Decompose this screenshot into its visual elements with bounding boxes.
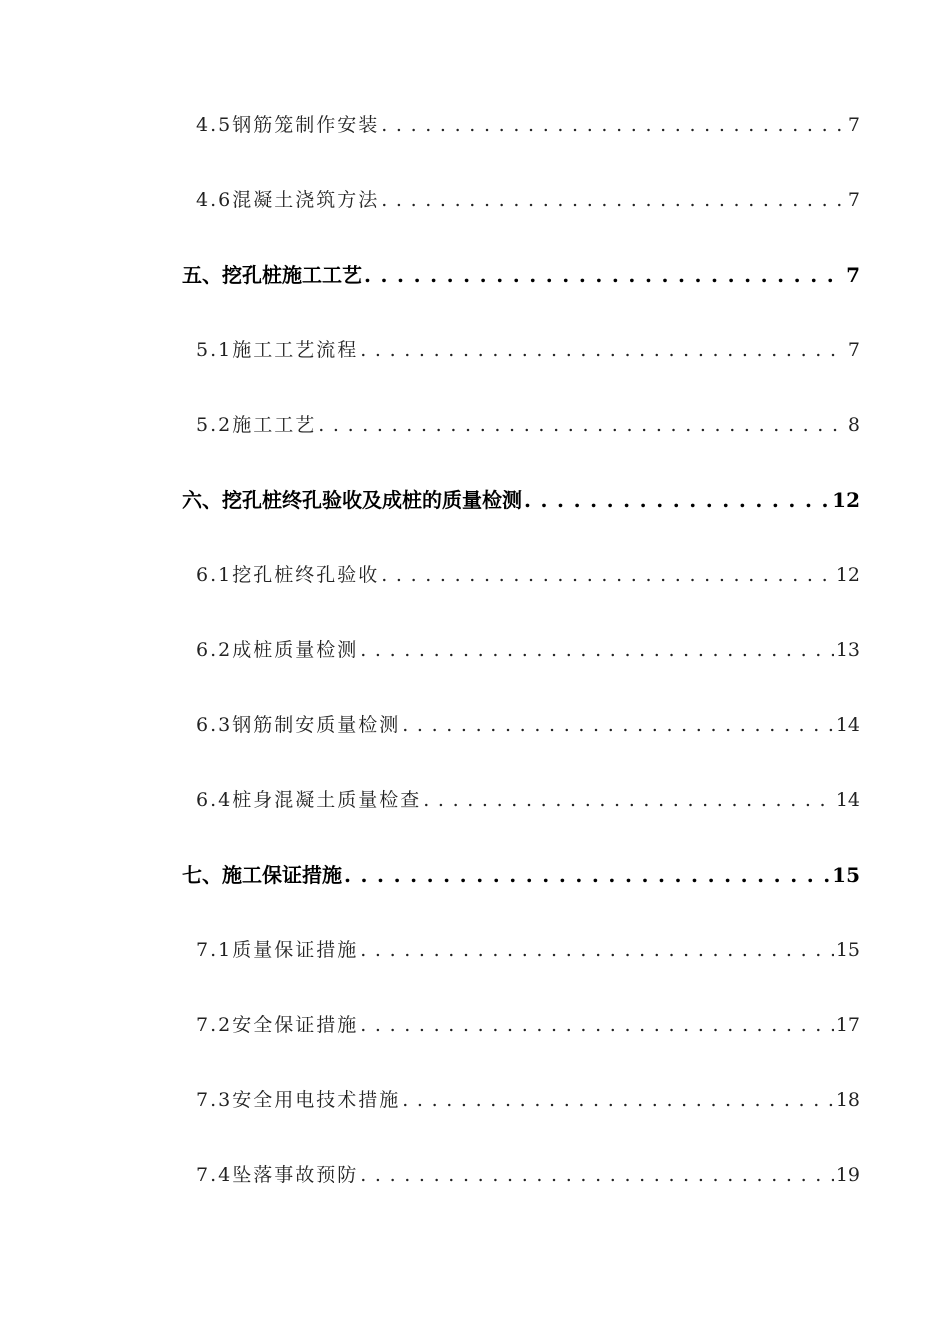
toc-entry-label: 五、挖孔桩施工工艺 <box>182 263 362 287</box>
toc-entry-label: 7.4坠落事故预防 <box>196 1164 359 1186</box>
toc-entry-label: 7.3安全用电技术措施 <box>196 1089 401 1111</box>
toc-leader-dots <box>402 1085 834 1115</box>
toc-entry-label: 4.5钢筋笼制作安装 <box>196 114 380 136</box>
toc-leader-dots <box>381 110 846 140</box>
toc-leader-dots <box>364 260 844 290</box>
toc-leader-dots <box>524 485 830 515</box>
toc-entry[interactable] <box>196 185 860 215</box>
toc-entry-page: 19 <box>835 1164 860 1186</box>
toc-entry[interactable] <box>196 335 860 365</box>
toc-entry-page: 12 <box>835 564 860 586</box>
toc-entry[interactable] <box>196 1010 860 1040</box>
toc-entry-page: 13 <box>835 639 860 661</box>
toc-entry[interactable] <box>196 410 860 440</box>
toc-leader-dots <box>381 560 834 590</box>
toc-entry-page: 14 <box>835 789 860 811</box>
toc-leader-dots <box>360 635 834 665</box>
toc-entry-label: 5.2施工工艺 <box>196 414 317 436</box>
toc-entry-page: 7 <box>847 114 860 136</box>
toc-entry[interactable] <box>196 710 860 740</box>
toc-entry-chapter[interactable] <box>182 485 860 515</box>
toc-leader-dots <box>318 410 846 440</box>
toc-entry[interactable] <box>196 1085 860 1115</box>
toc-leader-dots <box>360 1010 834 1040</box>
toc-entry-chapter[interactable] <box>182 260 860 290</box>
toc-entry-page: 12 <box>832 488 860 512</box>
toc-leader-dots <box>423 785 834 815</box>
toc-leader-dots <box>344 860 830 890</box>
toc-entry[interactable] <box>196 560 860 590</box>
toc-entry-page: 15 <box>832 863 860 887</box>
toc-entry[interactable] <box>196 935 860 965</box>
toc-entry-page: 17 <box>835 1014 860 1036</box>
toc-entry-label: 6.1挖孔桩终孔验收 <box>196 564 380 586</box>
toc-leader-dots <box>402 710 834 740</box>
toc-leader-dots <box>360 1160 834 1190</box>
toc-entry[interactable] <box>196 110 860 140</box>
toc-entry-label: 7.2安全保证措施 <box>196 1014 359 1036</box>
toc-entry-chapter[interactable] <box>182 860 860 890</box>
toc-entry-page: 7 <box>847 339 860 361</box>
toc-entry[interactable] <box>196 635 860 665</box>
toc-entry-label: 6.2成桩质量检测 <box>196 639 359 661</box>
toc-entry-label: 六、挖孔桩终孔验收及成桩的质量检测 <box>182 488 522 512</box>
toc-entry-label: 七、施工保证措施 <box>182 863 342 887</box>
toc-entry[interactable] <box>196 785 860 815</box>
toc-leader-dots <box>360 935 834 965</box>
toc-entry-label: 6.4桩身混凝土质量检查 <box>196 789 422 811</box>
toc-leader-dots <box>381 185 846 215</box>
toc-leader-dots <box>360 335 846 365</box>
toc-entry-page: 7 <box>847 189 860 211</box>
toc-entry[interactable] <box>196 1160 860 1190</box>
toc-entry-page: 8 <box>847 414 860 436</box>
toc-entry-page: 18 <box>835 1089 860 1111</box>
toc-entry-page: 7 <box>846 263 860 287</box>
toc-entry-label: 5.1施工工艺流程 <box>196 339 359 361</box>
toc-entry-label: 4.6混凝土浇筑方法 <box>196 189 380 211</box>
toc-entry-label: 6.3钢筋制安质量检测 <box>196 714 401 736</box>
toc-entry-page: 14 <box>835 714 860 736</box>
toc-entry-page: 15 <box>835 939 860 961</box>
toc-entry-label: 7.1质量保证措施 <box>196 939 359 961</box>
